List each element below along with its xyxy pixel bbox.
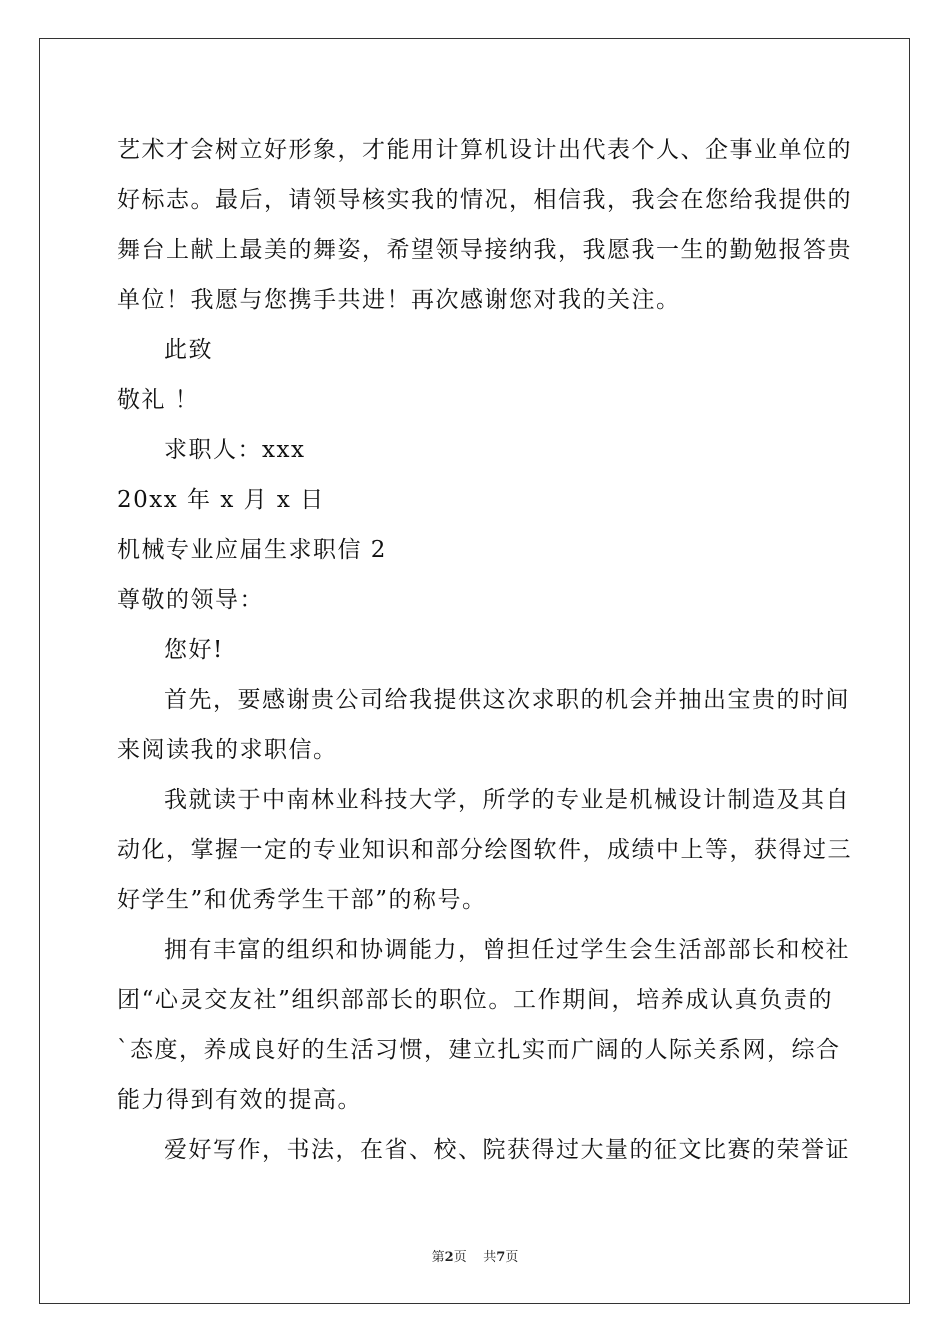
text-line: 来阅读我的求职信。	[117, 737, 338, 763]
text-line: 团“心灵交友社”组织部部长的职位。工作期间，培养成认真负责的	[117, 987, 833, 1013]
text-line: 首先，要感谢贵公司给我提供这次求职的机会并抽出宝贵的时间	[164, 687, 850, 713]
text-line: 单位！我愿与您携手共进！再次感谢您对我的关注。	[117, 287, 681, 313]
page-number-label: 第2页	[431, 1250, 467, 1265]
page-footer	[0, 1246, 950, 1265]
text-line: 好学生”和优秀学生干部”的称号。	[117, 887, 487, 913]
section-title: 机械专业应届生求职信 2	[117, 537, 387, 563]
text-line: 拥有丰富的组织和协调能力，曾担任过学生会生活部部长和校社	[164, 937, 850, 963]
text-line: `态度，养成良好的生活习惯，建立扎实而广阔的人际关系网，综合	[117, 1037, 841, 1063]
text-line: 我就读于中南林业科技大学，所学的专业是机械设计制造及其自	[164, 787, 850, 813]
closing-regards: 敬礼 ！	[117, 387, 200, 413]
greeting-hello: 您好!	[164, 637, 224, 663]
closing-salutation: 此致	[164, 337, 213, 363]
text-line: 动化，掌握一定的专业知识和部分绘图软件，成绩中上等，获得过三	[117, 837, 852, 863]
applicant-signature: 求职人：xxx	[164, 437, 306, 463]
text-line: 爱好写作，书法，在省、校、院获得过大量的征文比赛的荣誉证	[164, 1137, 850, 1163]
page-total-label: 共7页	[483, 1250, 519, 1265]
text-line: 舞台上献上最美的舞姿，希望领导接纳我，我愿我一生的勤勉报答贵	[117, 237, 852, 263]
letter-date: 20xx 年 x 月 x 日	[117, 487, 325, 513]
text-line: 能力得到有效的提高。	[117, 1087, 362, 1113]
text-line: 好标志。最后，请领导核实我的情况，相信我，我会在您给我提供的	[117, 187, 852, 213]
text-line: 艺术才会树立好形象，才能用计算机设计出代表个人、企事业单位的	[117, 137, 852, 163]
greeting: 尊敬的领导：	[117, 587, 264, 613]
document-body	[117, 125, 852, 1175]
